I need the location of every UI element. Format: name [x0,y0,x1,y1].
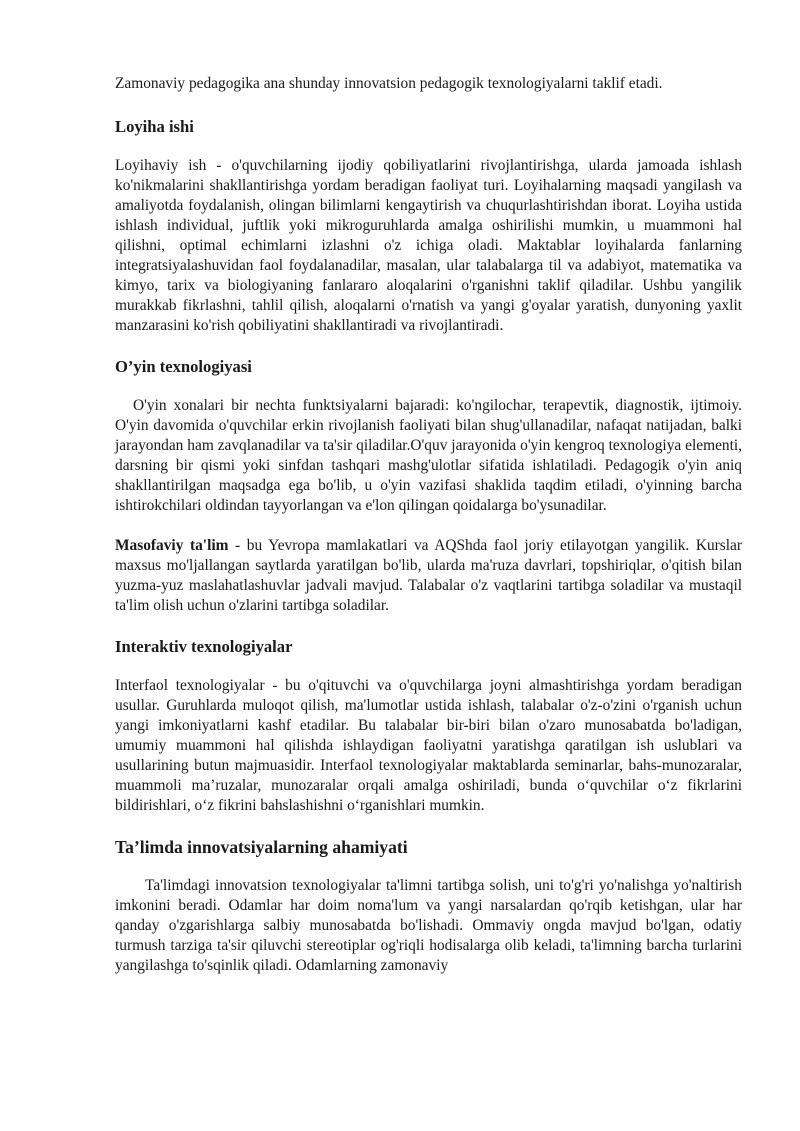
paragraph-innovatsiyalar-ahamiyati: Ta'limdagi innovatsion texnologiyalar ta'limni tartibga solish, uni to'g'ri yo'nalishga yo'naltirish imkonini beradi. Odamlar har doim noma'lum va yangi narsalardan qo'rqib ketishgan, ular har qanday o'zgarishlarga salbiy munosabatda bo'lishadi. Ommaviy ongda mavjud bo'lgan, odatiy turmush tarziga ta'sir qiluvchi stereotiplar og'riqli hodisalarga olib keladi, ta'limning barcha turlarini yangilashga to'sqinlik qiladi. Odamlarning zamonaviy [115,877,742,974]
term-masofaviy-talim: Masofaviy ta'lim [115,537,229,554]
paragraph-masofaviy-talim [115,536,742,616]
paragraph-oyin-texnologiyasi: O'yin xonalari bir nechta funktsiyalarni bajaradi: ko'ngilochar, terapevtik, diagnostik, ijtimoiy. O'yin davomida o'quvchilar erkin rivojlanish faoliyati bilan shug'ullanadilar, nafaqat natijadan, balki jarayondan ham zavqlanadilar va ta'sir qiladilar.O'quv jarayonida o'yin kengroq texnologiya elementi, darsning bir qismi yoki sinfdan tashqari mashg'ulotlar sifatida ishlatiladi. Pedagogik o'yin aniq shakllantirilgan maqsadga ega bo'lib, u o'yin vazifasi shaklida taqdim etiladi, o'yinning barcha ishtirokchilari oldindan tayyorlangan va e'lon qilingan qoidalarga bo'ysunadilar. [115,397,742,514]
intro-paragraph: Zamonaviy pedagogika ana shunday innovatsion pedagogik texnologiyalarni taklif etadi. [115,75,663,92]
heading-oyin-texnologiyasi: O’yin texnologiyasi [115,357,252,376]
heading-interaktiv-texnologiyalar: Interaktiv texnologiyalar [115,637,293,656]
paragraph-interaktiv-texnologiyalar: Interfaol texnologiyalar - bu o'qituvchi va o'quvchilarga joyni almashtirishga yordam beradigan usullar. Guruhlarda muloqot qilish, ma'lumotlar ustida ishlash, talabalar o'z-o'zini o'rganish uchun yangi imkoniyatlarni kashf etadilar. Bu talabalar bir-biri bilan o'zaro munosabatda bo'ladigan, umumiy muammoni hal qilishda ishlaydigan faoliyatni yaratishga qaratilgan ish uslublari va usullarining butun majmuasidir. Interfaol texnologiyalar maktablarda seminarlar, bahs-munozaralar, muammoli ma’ruzalar, munozaralar orqali amalga oshiriladi, bunda o‘quvchilar o‘z fikrlarini bildirishlari, o‘z fikrini bahslashishni o‘rganishlari mumkin. [115,677,742,814]
document-body [115,74,742,976]
heading-innovatsiyalar-ahamiyati: Ta’limda innovatsiyalarning ahamiyati [115,837,408,857]
paragraph-loyiha-ishi: Loyihaviy ish - o'quvchilarning ijodiy qobiliyatlarini rivojlantirishga, ularda jamoada ishlash ko'nikmalarini shakllantirishga yordam beradigan faoliyat turi. Loyihalarning maqsadi yangilash va amaliyotda foydalanish, olingan bilimlarni kengaytirish va chuqurlashtirishdan iborat. Loyiha ustida ishlash individual, juftlik yoki mikroguruhlarda amalga oshirilishi mumkin, u muammoni hal qilishni, optimal echimlarni izlashni o'z ichiga oladi. Maktablar loyihalarda fanlarning integratsiyalashuvidan faol foydalanadilar, masalan, ular talabalarga til va adabiyot, matematika va kimyo, tarix va biologiyaning fanlararo aloqalarini o'rganishni taklif qiladilar. Ushbu yangilik murakkab fikrlashni, tahlil qilish, aloqalarni o'rnatish va yangi g'oyalar yaratish, dunyoning yaxlit manzarasini ko'rish qobiliyatini shakllantiradi va rivojlantiradi. [115,157,742,334]
heading-loyiha-ishi: Loyiha ishi [115,117,194,136]
masofaviy-talim-text: - bu Yevropa mamlakatlari va AQShda faol joriy etilayotgan yangilik. Kurslar maxsus mo'ljallangan saytlarda yaratilgan bo'lib, ularda ma'ruza davrlari, topshiriqlar, o'qitish bilan yuzma-yuz maslahatlashuvlar jadvali mavjud. Talabalar o'z vaqtlarini tartibga soladilar va mustaqil ta'lim olish uchun o'zlarini tartibga soladilar. [115,537,742,614]
